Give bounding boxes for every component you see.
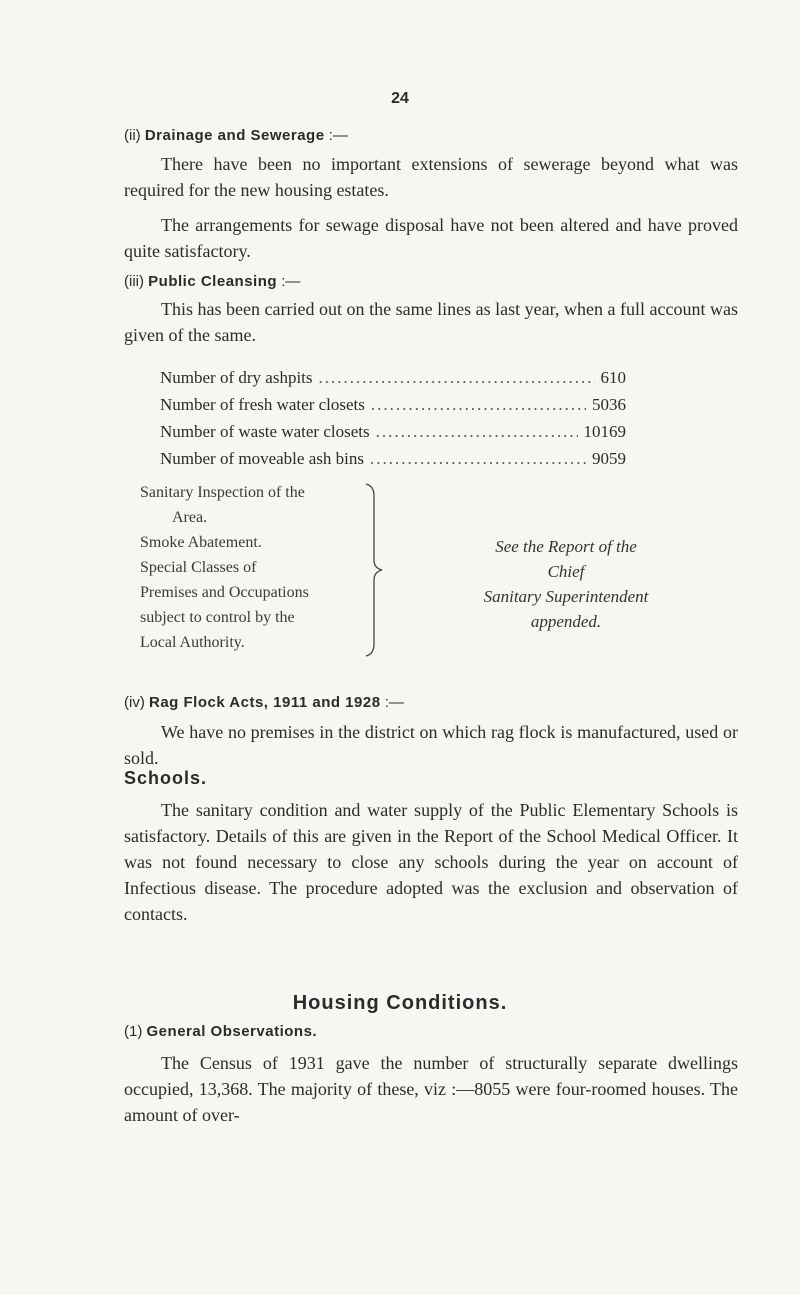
stat-row bbox=[160, 422, 626, 449]
drainage-heading-suffix: :— bbox=[328, 127, 348, 144]
rag-flock-heading-prefix: (iv) bbox=[124, 694, 145, 711]
housing-subheading-prefix: (1) bbox=[124, 1023, 143, 1040]
stat-label: Number of fresh water closets bbox=[160, 395, 365, 414]
note-line: appended. bbox=[530, 612, 602, 631]
rag-flock-heading-title: Rag Flock Acts, 1911 and 1928 bbox=[149, 694, 381, 711]
stat-label: Number of dry ashpits bbox=[160, 368, 313, 387]
stat-value: 10169 bbox=[583, 422, 626, 441]
housing-title: Housing Conditions. bbox=[292, 992, 508, 1014]
cleansing-paragraph: This has been carried out on the same lines as last year, when a full account was given of the same. bbox=[124, 299, 738, 345]
inspection-list bbox=[140, 480, 370, 655]
list-item: Special Classes of bbox=[140, 559, 257, 576]
list-item: Sanitary Inspection of the bbox=[140, 484, 305, 501]
cleansing-heading-prefix: (iii) bbox=[124, 273, 144, 290]
rag-flock-paragraph: We have no premises in the district on which rag flock is manufactured, used or sold. bbox=[124, 722, 738, 768]
inspection-note bbox=[386, 534, 746, 634]
housing-subheading bbox=[124, 1022, 738, 1042]
leader-dots bbox=[376, 422, 578, 442]
page-number: 24 bbox=[391, 90, 409, 107]
note-line: See the Report of the bbox=[495, 537, 637, 556]
housing-paragraph: The Census of 1931 gave the number of structurally separate dwellings occupied, 13,368. The majority of these, viz :—8055 were four-roomed houses. The amount of over- bbox=[124, 1053, 738, 1125]
brace-icon bbox=[364, 482, 386, 658]
drainage-paragraph-2: The arrangements for sewage disposal have not been altered and have proved quite satisfactory. bbox=[124, 215, 738, 261]
note-line: Chief bbox=[547, 562, 585, 581]
cleansing-heading-suffix: :— bbox=[281, 273, 301, 290]
leader-dots bbox=[371, 395, 586, 415]
list-item: subject to control by the bbox=[140, 609, 295, 626]
leader-dots bbox=[370, 449, 586, 469]
cleansing-stats bbox=[160, 368, 626, 476]
rag-flock-heading bbox=[124, 693, 738, 713]
drainage-paragraph-1: There have been no important extensions of sewerage beyond what was required for the new housing estates. bbox=[124, 154, 738, 200]
leader-dots bbox=[319, 368, 595, 388]
drainage-heading-prefix: (ii) bbox=[124, 127, 141, 144]
schools-title: Schools. bbox=[124, 768, 208, 788]
stat-row bbox=[160, 449, 626, 476]
drainage-heading-title: Drainage and Sewerage bbox=[144, 127, 325, 144]
stat-label: Number of moveable ash bins bbox=[160, 449, 364, 468]
stat-label: Number of waste water closets bbox=[160, 422, 370, 441]
stat-value: 610 bbox=[600, 368, 626, 387]
rag-flock-heading-suffix: :— bbox=[384, 694, 404, 711]
cleansing-heading bbox=[124, 272, 738, 292]
stat-value: 9059 bbox=[592, 449, 626, 468]
schools-paragraph: The sanitary condition and water supply of the Public Elementary Schools is satisfactory. Details of this are given in the Report of the School Medical Officer. It was not found necessary to close any schools during the year on account of Infectious disease. The procedure adopted was the exclusion and observation of contacts. bbox=[124, 800, 738, 924]
stat-row bbox=[160, 368, 626, 395]
list-item: Area. bbox=[172, 509, 208, 526]
drainage-heading bbox=[124, 126, 738, 146]
list-item: Premises and Occupations bbox=[140, 584, 309, 601]
cleansing-heading-title: Public Cleansing bbox=[148, 273, 278, 290]
note-line: Sanitary Superintendent bbox=[483, 587, 649, 606]
housing-subheading-title: General Observations. bbox=[146, 1023, 318, 1040]
stat-value: 5036 bbox=[592, 395, 626, 414]
stat-row bbox=[160, 395, 626, 422]
list-item: Local Authority. bbox=[140, 634, 245, 651]
list-item: Smoke Abatement. bbox=[140, 534, 262, 551]
